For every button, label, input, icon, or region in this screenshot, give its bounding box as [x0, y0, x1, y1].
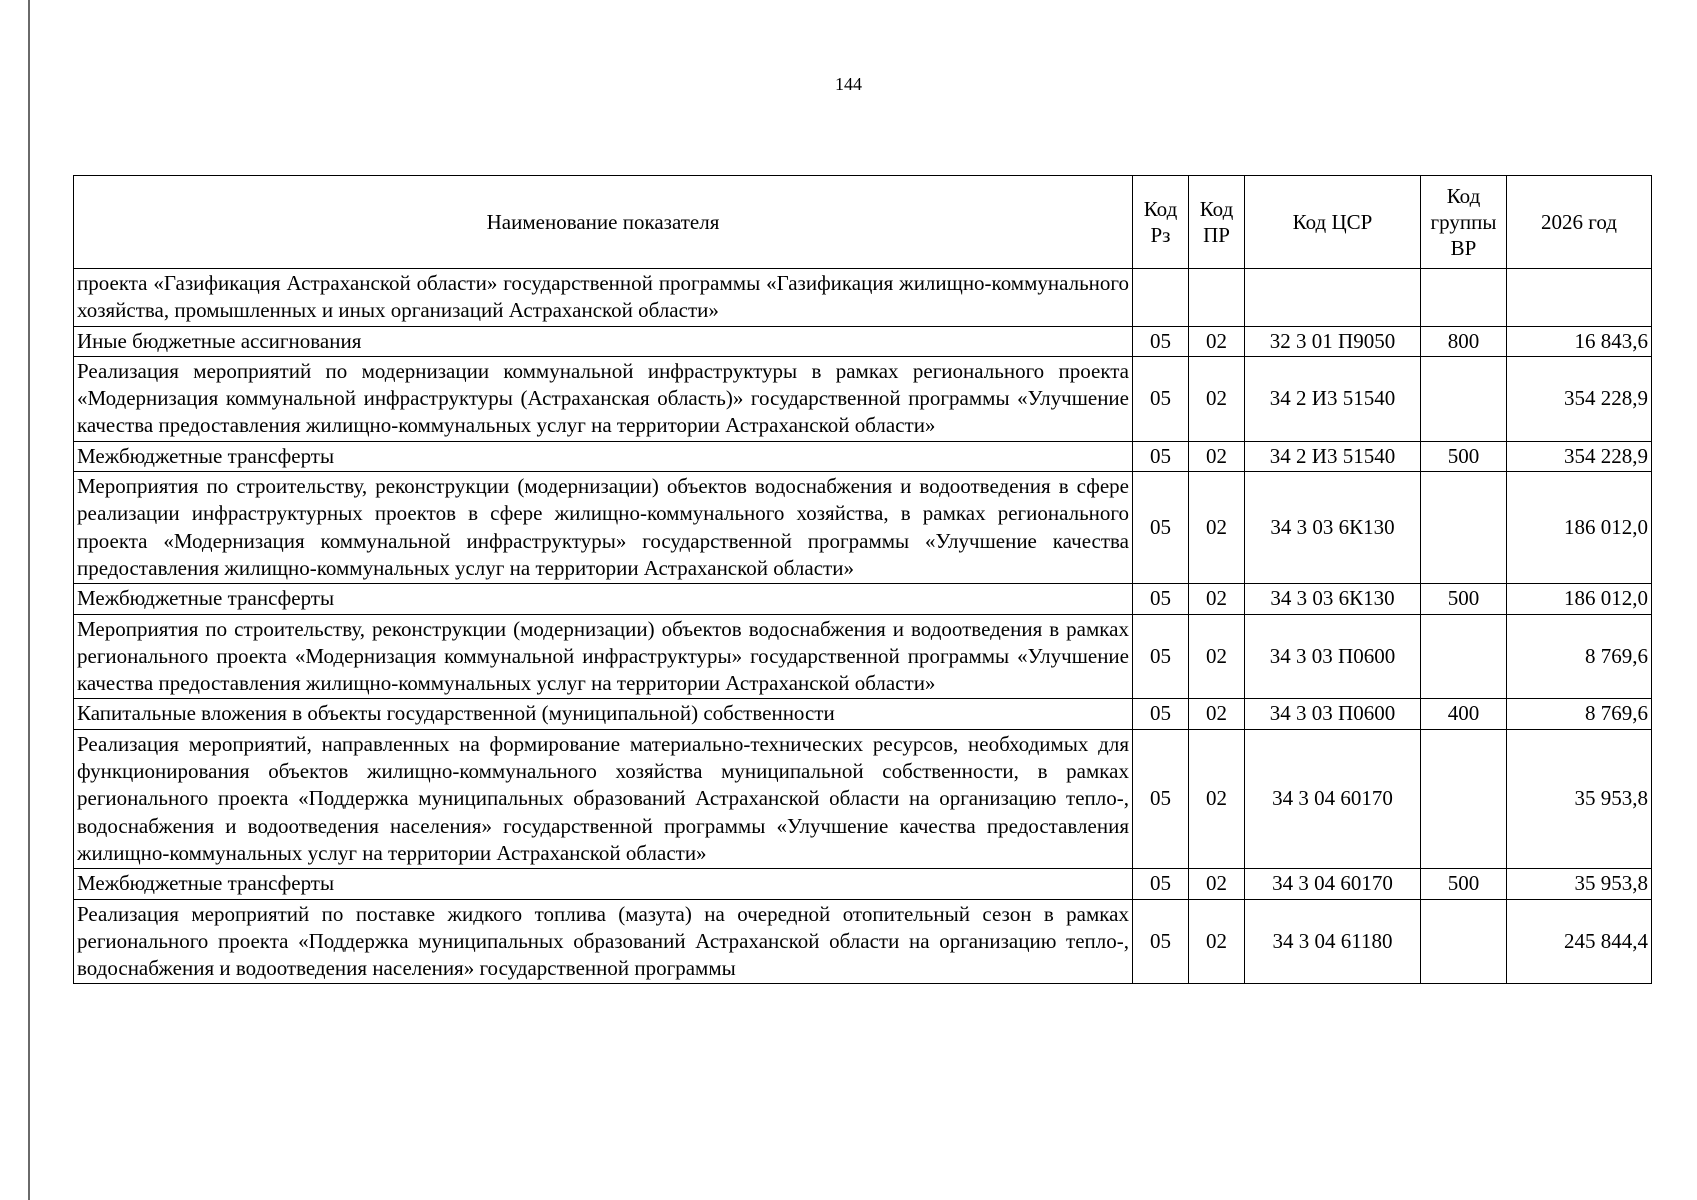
table-row [74, 729, 1652, 868]
cell-pr: 02 [1189, 699, 1245, 729]
cell-name: Мероприятия по строительству, реконструкции (модернизации) объектов водоснабжения и водоотведения в сфере реализации инфраструктурных проектов в сфере жилищно-коммунального хозяйства, в рамках регионального проекта «Модернизация коммунальной инфраструктуры» государственной программы «Улучшение качества предоставления жилищно-коммунальных услуг на территории Астраханской области» [74, 472, 1133, 584]
cell-rz: 05 [1133, 899, 1189, 984]
cell-vr [1421, 269, 1507, 327]
cell-vr: 500 [1421, 869, 1507, 899]
cell-vr [1421, 899, 1507, 984]
cell-amount: 8 769,6 [1507, 614, 1652, 699]
cell-amount [1507, 269, 1652, 327]
cell-name: проекта «Газификация Астраханской области» государственной программы «Газификация жилищно-коммунального хозяйства, промышленных и иных организаций Астраханской области» [74, 269, 1133, 327]
header-csr: Код ЦСР [1245, 176, 1421, 269]
cell-csr: 34 2 И3 51540 [1245, 441, 1421, 471]
cell-pr [1189, 269, 1245, 327]
table-row [74, 441, 1652, 471]
header-rz: Код Рз [1133, 176, 1189, 269]
cell-vr [1421, 472, 1507, 584]
cell-amount: 186 012,0 [1507, 584, 1652, 614]
cell-rz: 05 [1133, 441, 1189, 471]
cell-rz: 05 [1133, 472, 1189, 584]
table-row [74, 899, 1652, 984]
cell-csr: 34 3 03 6К130 [1245, 584, 1421, 614]
cell-amount: 35 953,8 [1507, 729, 1652, 868]
cell-vr: 400 [1421, 699, 1507, 729]
cell-amount: 245 844,4 [1507, 899, 1652, 984]
cell-rz: 05 [1133, 699, 1189, 729]
cell-name: Иные бюджетные ассигнования [74, 326, 1133, 356]
cell-rz: 05 [1133, 326, 1189, 356]
cell-name: Реализация мероприятий по модернизации коммунальной инфраструктуры в рамках регионального проекта «Модернизация коммунальной инфраструктуры (Астраханская область)» государственной программы «Улучшение качества предоставления жилищно-коммунальных услуг на территории Астраханской области» [74, 356, 1133, 441]
cell-pr: 02 [1189, 869, 1245, 899]
cell-vr: 800 [1421, 326, 1507, 356]
cell-csr [1245, 269, 1421, 327]
table-row [74, 869, 1652, 899]
table-row [74, 326, 1652, 356]
cell-rz: 05 [1133, 869, 1189, 899]
cell-pr: 02 [1189, 356, 1245, 441]
cell-pr: 02 [1189, 899, 1245, 984]
table-row [74, 699, 1652, 729]
cell-pr: 02 [1189, 614, 1245, 699]
cell-vr [1421, 614, 1507, 699]
cell-pr: 02 [1189, 441, 1245, 471]
cell-rz: 05 [1133, 584, 1189, 614]
cell-amount: 8 769,6 [1507, 699, 1652, 729]
table-row [74, 472, 1652, 584]
cell-csr: 34 3 04 60170 [1245, 729, 1421, 868]
cell-amount: 16 843,6 [1507, 326, 1652, 356]
page-number: 144 [835, 74, 862, 94]
table-body [74, 269, 1652, 984]
budget-table [73, 175, 1652, 984]
cell-rz [1133, 269, 1189, 327]
cell-csr: 34 3 04 60170 [1245, 869, 1421, 899]
header-pr: Код ПР [1189, 176, 1245, 269]
cell-pr: 02 [1189, 326, 1245, 356]
table-row [74, 584, 1652, 614]
cell-amount: 35 953,8 [1507, 869, 1652, 899]
header-vr: Код группы ВР [1421, 176, 1507, 269]
cell-name: Капитальные вложения в объекты государственной (муниципальной) собственности [74, 699, 1133, 729]
cell-vr: 500 [1421, 584, 1507, 614]
cell-rz: 05 [1133, 729, 1189, 868]
cell-rz: 05 [1133, 356, 1189, 441]
cell-name: Межбюджетные трансферты [74, 869, 1133, 899]
cell-pr: 02 [1189, 584, 1245, 614]
cell-amount: 186 012,0 [1507, 472, 1652, 584]
cell-csr: 34 3 04 61180 [1245, 899, 1421, 984]
cell-csr: 34 3 03 П0600 [1245, 699, 1421, 729]
cell-rz: 05 [1133, 614, 1189, 699]
cell-vr [1421, 729, 1507, 868]
cell-csr: 34 3 03 6К130 [1245, 472, 1421, 584]
cell-pr: 02 [1189, 729, 1245, 868]
left-margin-line [28, 0, 30, 1200]
cell-name: Межбюджетные трансферты [74, 441, 1133, 471]
header-name: Наименование показателя [74, 176, 1133, 269]
table-row [74, 356, 1652, 441]
cell-amount: 354 228,9 [1507, 356, 1652, 441]
cell-vr [1421, 356, 1507, 441]
table-header [74, 176, 1652, 269]
cell-pr: 02 [1189, 472, 1245, 584]
header-row [74, 176, 1652, 269]
cell-csr: 32 3 01 П9050 [1245, 326, 1421, 356]
cell-vr: 500 [1421, 441, 1507, 471]
header-year: 2026 год [1507, 176, 1652, 269]
cell-name: Межбюджетные трансферты [74, 584, 1133, 614]
cell-name: Реализация мероприятий, направленных на формирование материально-технических ресурсов, необходимых для функционирования объектов жилищно-коммунального хозяйства муниципальной собственности, в рамках регионального проекта «Поддержка муниципальных образований Астраханской области на организацию тепло-, водоснабжения и водоотведения населения» государственной программы «Улучшение качества предоставления жилищно-коммунальных услуг на территории Астраханской области» [74, 729, 1133, 868]
cell-name: Мероприятия по строительству, реконструкции (модернизации) объектов водоснабжения и водоотведения в рамках регионального проекта «Модернизация коммунальной инфраструктуры» государственной программы «Улучшение качества предоставления жилищно-коммунальных услуг на территории Астраханской области» [74, 614, 1133, 699]
table-row [74, 269, 1652, 327]
cell-csr: 34 3 03 П0600 [1245, 614, 1421, 699]
cell-name: Реализация мероприятий по поставке жидкого топлива (мазута) на очередной отопительный сезон в рамках регионального проекта «Поддержка муниципальных образований Астраханской области на организацию тепло-, водоснабжения и водоотведения населения» государственной программы [74, 899, 1133, 984]
cell-amount: 354 228,9 [1507, 441, 1652, 471]
cell-csr: 34 2 И3 51540 [1245, 356, 1421, 441]
table-row [74, 614, 1652, 699]
